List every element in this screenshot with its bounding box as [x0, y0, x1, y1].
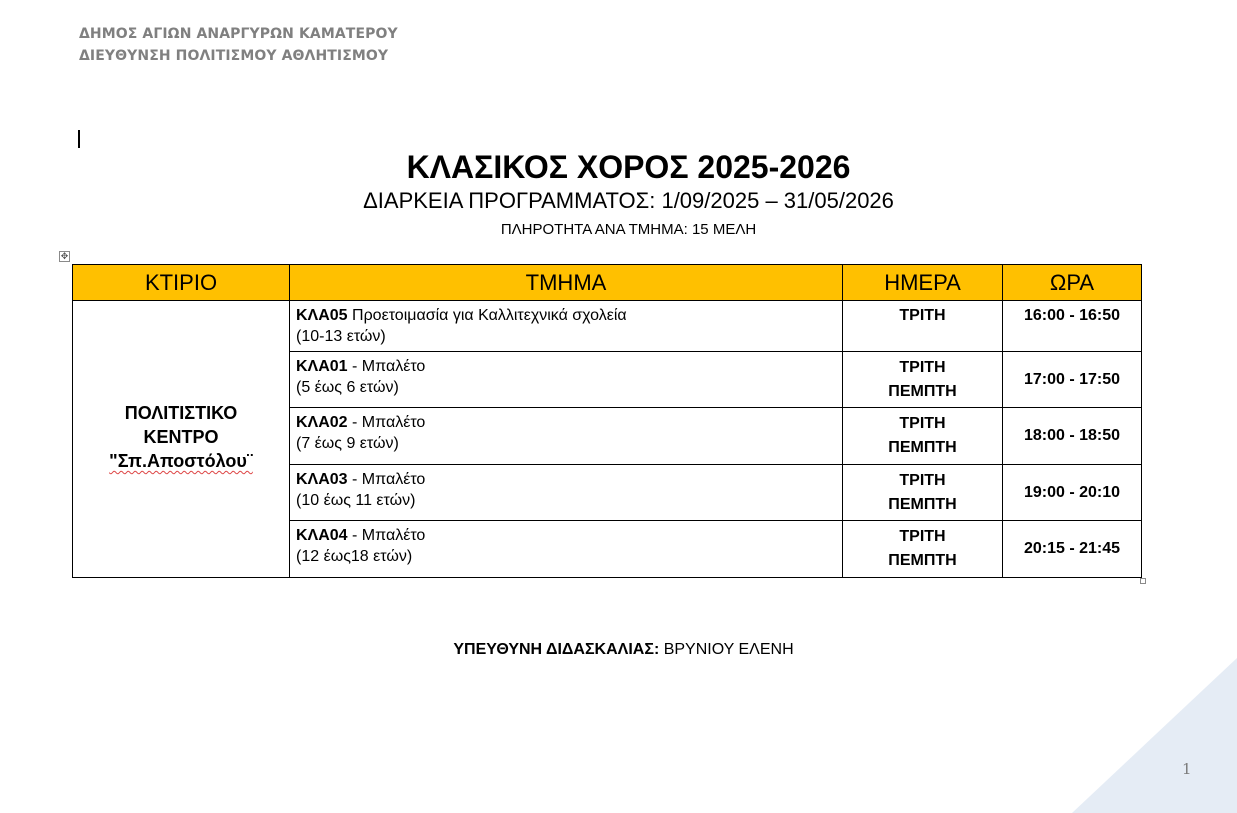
table-row — [73, 301, 1142, 352]
table-header-row — [73, 265, 1142, 301]
day-label: ΠΕΜΠΤΗ — [888, 552, 957, 569]
section-ages: (12 έως18 ετών) — [296, 548, 413, 565]
header-section: ΤΜΗΜΑ — [290, 265, 843, 301]
day-cell — [843, 352, 1003, 408]
program-duration: ΔΙΑΡΚΕΙΑ ΠΡΟΓΡΑΜΜΑΤΟΣ: 1/09/2025 – 31/05/2026 — [363, 188, 894, 213]
header-building: ΚΤΙΡΙΟ — [73, 265, 290, 301]
time-cell: 18:00 - 18:50 — [1003, 408, 1142, 465]
day-label: ΠΕΜΠΤΗ — [888, 382, 957, 400]
section-description: - Μπαλέτο — [347, 358, 426, 375]
section-cell — [290, 352, 843, 408]
section-description: - Μπαλέτο — [347, 527, 426, 544]
section-code: ΚΛΑ01 — [296, 358, 348, 375]
building-cell — [73, 301, 290, 578]
section-cell — [290, 521, 843, 578]
section-description: Προετοιμασία για Καλλιτεχνικά σχολεία — [347, 307, 627, 324]
time-cell: 20:15 - 21:45 — [1003, 521, 1142, 578]
section-cell — [290, 408, 843, 465]
section-code: ΚΛΑ05 — [296, 307, 348, 324]
page-number: 1 — [1182, 760, 1192, 778]
corner-triangle-decoration — [1072, 658, 1237, 813]
section-cell — [290, 465, 843, 521]
section-code: ΚΛΑ04 — [296, 527, 348, 544]
day-label: ΤΡΙΤΗ — [899, 358, 946, 376]
day-label: ΤΡΙΤΗ — [899, 415, 946, 432]
org-department-line: ΔΙΕΥΘΥΝΣΗ ΠΟΛΙΤΙΣΜΟΥ ΑΘΛΗΤΙΣΜΟΥ — [79, 48, 389, 64]
section-capacity: ΠΛΗΡΟΤΗΤΑ ΑΝΑ ΤΜΗΜΑ: 15 ΜΕΛΗ — [500, 221, 757, 238]
day-label: ΠΕΜΠΤΗ — [888, 495, 957, 513]
section-code: ΚΛΑ02 — [296, 414, 348, 431]
section-description: - Μπαλέτο — [347, 471, 426, 488]
building-name-line: ΚΕΝΤΡΟ — [143, 427, 219, 447]
building-name-line: ΠΟΛΙΤΙΣΤΙΚΟ — [124, 403, 238, 423]
time-cell: 17:00 - 17:50 — [1003, 352, 1142, 408]
schedule-table — [72, 264, 1142, 578]
table-move-handle-icon[interactable]: ✥ — [60, 251, 69, 261]
instructor-name: ΒΡΥΝΙΟΥ ΕΛΕΝΗ — [659, 641, 794, 658]
day-label: ΤΡΙΤΗ — [899, 528, 946, 545]
day-cell — [843, 521, 1003, 578]
instructor-line — [0, 639, 1237, 661]
text-cursor — [78, 130, 80, 148]
section-code: ΚΛΑ03 — [296, 471, 348, 488]
document-title: ΚΛΑΣΙΚΟΣ ΧΟΡΟΣ 2025-2026 — [406, 149, 851, 185]
time-cell: 16:00 - 16:50 — [1003, 301, 1142, 352]
section-ages: (5 έως 6 ετών) — [296, 379, 399, 396]
header-time: ΩΡΑ — [1003, 265, 1142, 301]
day-cell — [843, 465, 1003, 521]
section-ages: (10-13 ετών) — [296, 328, 386, 345]
time-cell: 19:00 - 20:10 — [1003, 465, 1142, 521]
section-cell — [290, 301, 843, 352]
instructor-label: ΥΠΕΥΘΥΝΗ ΔΙΔΑΣΚΑΛΙΑΣ: — [453, 641, 660, 658]
org-name-line: ΔΗΜΟΣ ΑΓΙΩΝ ΑΝΑΡΓΥΡΩΝ ΚΑΜΑΤΕΡΟΥ — [79, 26, 398, 42]
table-resize-handle-icon[interactable] — [1140, 578, 1146, 584]
section-ages: (7 έως 9 ετών) — [296, 435, 399, 452]
day-cell — [843, 408, 1003, 465]
header-day: ΗΜΕΡΑ — [843, 265, 1003, 301]
section-description: - Μπαλέτο — [347, 414, 426, 431]
organization-header — [79, 23, 398, 67]
day-cell — [843, 301, 1003, 352]
day-label: ΤΡΙΤΗ — [899, 307, 946, 324]
section-ages: (10 έως 11 ετών) — [296, 492, 416, 509]
day-label: ΠΕΜΠΤΗ — [888, 439, 957, 456]
day-label: ΤΡΙΤΗ — [899, 471, 946, 489]
building-name-line: "Σπ.Αποστόλου¨ — [109, 451, 253, 471]
